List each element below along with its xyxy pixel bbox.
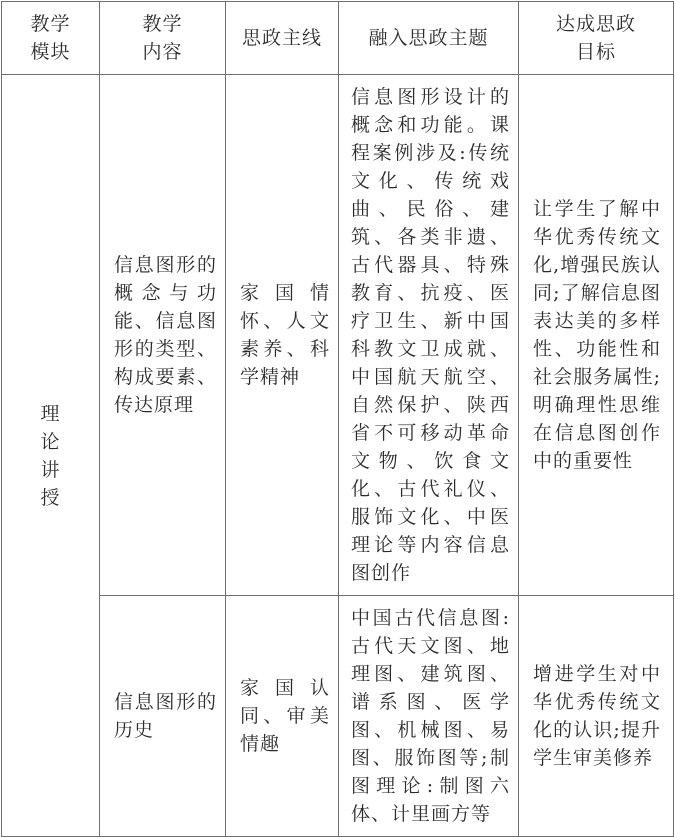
table-row — [2, 596, 674, 837]
module-name: 理论讲授 — [40, 402, 61, 509]
content-cell: 信息图形的概念与功能、信息图形的类型、构成要素、传达原理 — [100, 75, 226, 596]
main-line-cell: 家国认同、审美情趣 — [226, 596, 339, 837]
goal-cell: 增进学生对中华优秀传统文化的认识;提升学生审美修养 — [519, 596, 674, 837]
topic-cell: 信息图形设计的概念和功能。课程案例涉及:传统文化、传统戏曲、民俗、建筑、各类非遗、古代器具、特殊教育、抗疫、医疗卫生、新中国科教文卫成就、中国航天航空、自然保护、陕西省不可移动革命文物、饮食文化、古代礼仪、服饰文化、中医理论等内容信息图创作 — [339, 75, 519, 596]
header-module: 教学模块 — [2, 2, 100, 75]
table-header-row — [2, 2, 674, 75]
content-cell: 信息图形的历史 — [100, 596, 226, 837]
header-main-line: 思政主线 — [226, 2, 339, 75]
header-content: 教学内容 — [100, 2, 226, 75]
topic-cell: 中国古代信息图:古代天文图、地理图、建筑图、谱系图、医学图、机械图、易图、服饰图等;制图理论:制图六体、计里画方等 — [339, 596, 519, 837]
table-row — [2, 75, 674, 596]
curriculum-table — [1, 1, 674, 837]
goal-cell: 让学生了解中华优秀传统文化,增强民族认同;了解信息图表达美的多样性、功能性和社会服务属性;明确理性思维在信息图创作中的重要性 — [519, 75, 674, 596]
main-line-cell: 家国情怀、人文素养、科学精神 — [226, 75, 339, 596]
header-topic: 融入思政主题 — [339, 2, 519, 75]
header-goal: 达成思政目标 — [519, 2, 674, 75]
module-cell — [2, 75, 100, 837]
